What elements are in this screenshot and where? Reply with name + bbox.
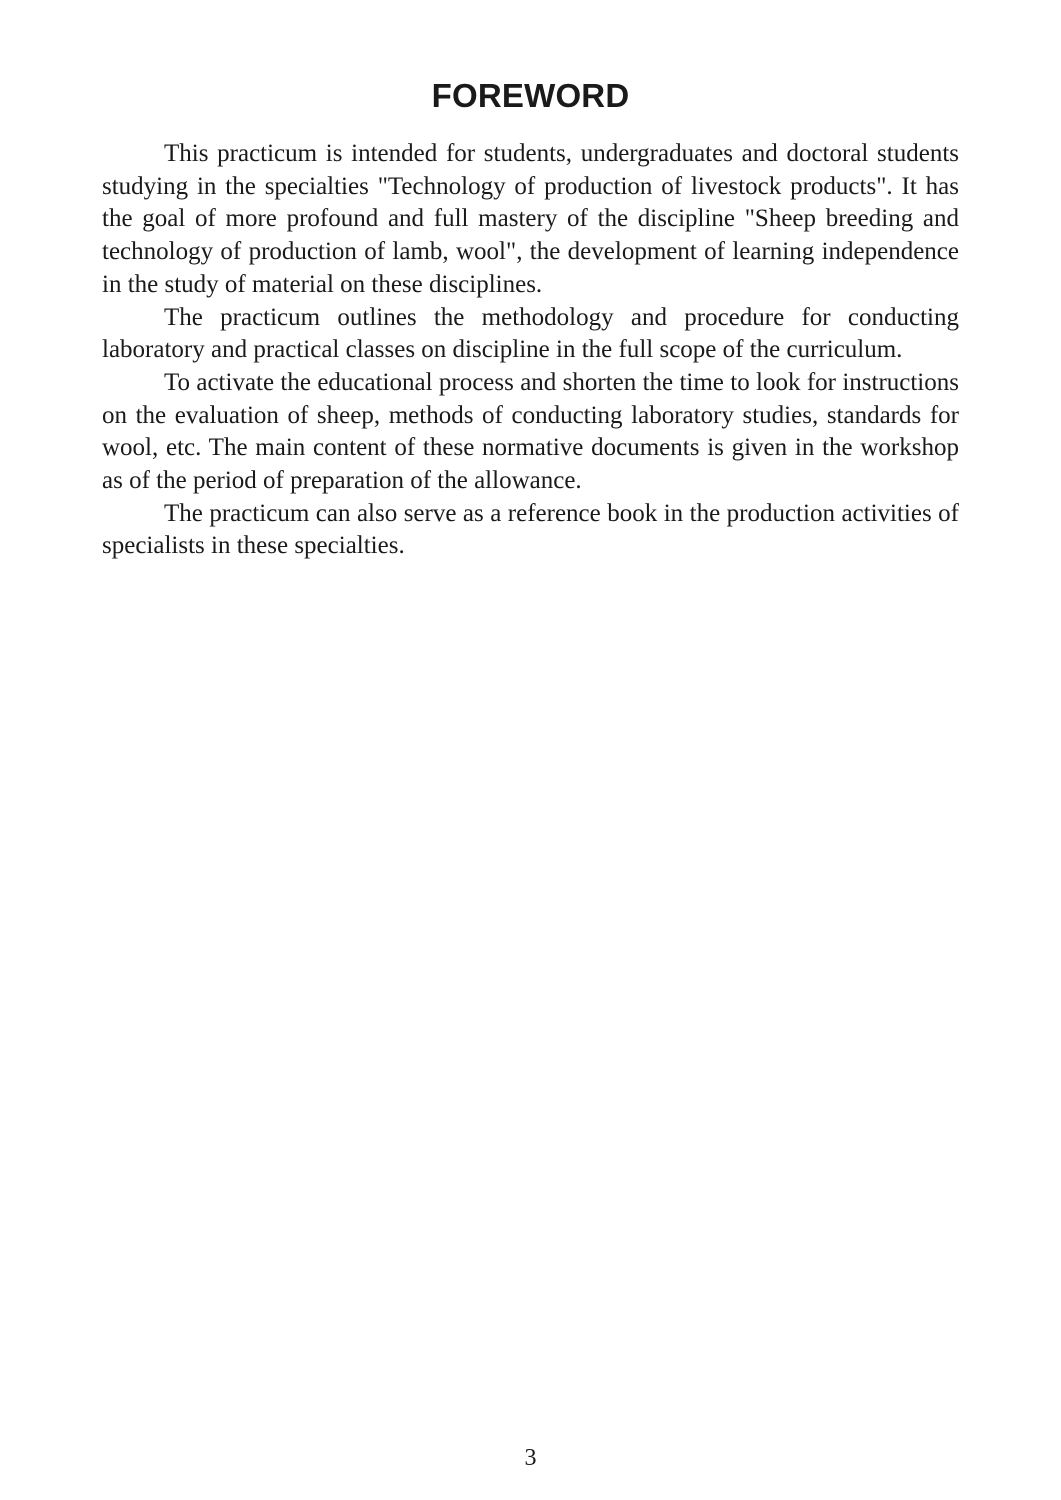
page-title: FOREWORD — [431, 77, 630, 114]
page-number: 3 — [524, 1445, 537, 1471]
foreword-body — [102, 138, 959, 563]
paragraph-1: This practicum is intended for students, undergraduates and doctoral students studying in the specialties "Technology of production of livestock products". It has the goal of more profound and full mastery of the discipline "Sheep breeding and technology of production of lamb, wool", the development of learning independence in the study of material on these disciplines. — [102, 140, 959, 298]
paragraph-4: The practicum can also serve as a reference book in the production activities of specialists in these specialties. — [102, 499, 959, 560]
paragraph-2: The practicum outlines the methodology and procedure for conducting laboratory and practical classes on discipline in the full scope of the curriculum. — [102, 303, 959, 364]
paragraph-3: To activate the educational process and shorten the time to look for instructions on the evaluation of sheep, methods of conducting laboratory studies, standards for wool, etc. The main content of these normative documents is given in the workshop as of the period of preparation of the allowance. — [102, 368, 959, 495]
